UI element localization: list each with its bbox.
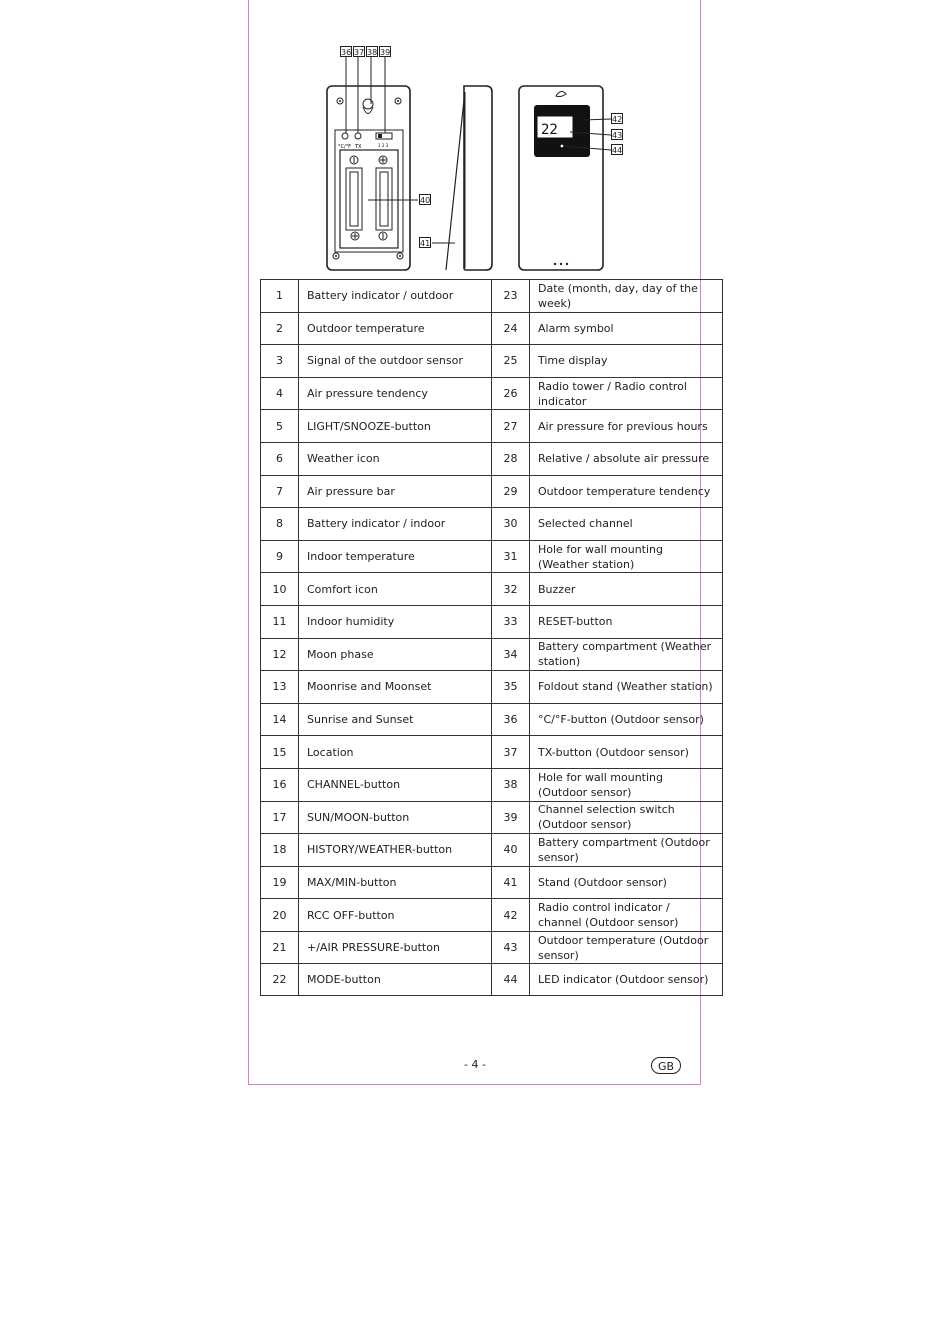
part-number: 13 <box>261 671 299 704</box>
part-description: Signal of the outdoor sensor <box>299 345 492 378</box>
part-number: 33 <box>492 605 530 638</box>
part-description: Battery indicator / indoor <box>299 508 492 541</box>
table-row <box>261 931 723 964</box>
part-description: Moon phase <box>299 638 492 671</box>
celsius-fahrenheit-label: °C/°F <box>338 144 352 150</box>
part-description: Air pressure for previous hours <box>530 410 723 443</box>
part-number: 9 <box>261 540 299 573</box>
part-description: Radio control indicator / channel (Outdoor sensor) <box>530 899 723 932</box>
tx-label: TX <box>355 144 362 150</box>
part-number: 40 <box>492 834 530 867</box>
part-number: 27 <box>492 410 530 443</box>
part-description: Relative / absolute air pressure <box>530 442 723 475</box>
display-temperature-reading: 22 <box>541 122 558 138</box>
part-number: 11 <box>261 605 299 638</box>
part-number: 42 <box>492 899 530 932</box>
part-description: Moonrise and Moonset <box>299 671 492 704</box>
part-number: 25 <box>492 345 530 378</box>
part-description: Time display <box>530 345 723 378</box>
part-number: 44 <box>492 964 530 996</box>
table-row <box>261 899 723 932</box>
parts-list-body <box>261 280 723 996</box>
part-description: Outdoor temperature <box>299 312 492 345</box>
part-description: SUN/MOON-button <box>299 801 492 834</box>
callout-40: 40 <box>420 196 431 205</box>
part-number: 19 <box>261 866 299 899</box>
part-number: 31 <box>492 540 530 573</box>
part-number: 23 <box>492 280 530 313</box>
part-description: LED indicator (Outdoor sensor) <box>530 964 723 996</box>
part-description: MAX/MIN-button <box>299 866 492 899</box>
part-description: Sunrise and Sunset <box>299 703 492 736</box>
parts-list-table <box>260 279 723 996</box>
table-row <box>261 736 723 769</box>
callout-38: 38 <box>367 48 378 57</box>
table-row <box>261 410 723 443</box>
table-row <box>261 280 723 313</box>
part-description: Location <box>299 736 492 769</box>
part-number: 36 <box>492 703 530 736</box>
callout-36: 36 <box>341 48 352 57</box>
part-description: CHANNEL-button <box>299 768 492 801</box>
part-description: Battery indicator / outdoor <box>299 280 492 313</box>
part-number: 10 <box>261 573 299 606</box>
part-description: Indoor temperature <box>299 540 492 573</box>
callout-39: 39 <box>380 48 391 57</box>
part-description: Air pressure tendency <box>299 377 492 410</box>
page-number: - 4 - <box>464 1058 486 1071</box>
part-number: 30 <box>492 508 530 541</box>
language-badge: GB <box>651 1057 681 1074</box>
table-row <box>261 605 723 638</box>
part-number: 4 <box>261 377 299 410</box>
table-row <box>261 475 723 508</box>
part-number: 28 <box>492 442 530 475</box>
part-number: 24 <box>492 312 530 345</box>
part-number: 38 <box>492 768 530 801</box>
part-description: Indoor humidity <box>299 605 492 638</box>
part-description: Hole for wall mounting (Outdoor sensor) <box>530 768 723 801</box>
part-number: 8 <box>261 508 299 541</box>
table-row <box>261 964 723 996</box>
part-number: 29 <box>492 475 530 508</box>
part-number: 41 <box>492 866 530 899</box>
part-number: 22 <box>261 964 299 996</box>
table-row <box>261 573 723 606</box>
part-description: RESET-button <box>530 605 723 638</box>
part-description: Outdoor temperature (Outdoor sensor) <box>530 931 723 964</box>
part-description: Selected channel <box>530 508 723 541</box>
part-description: +/AIR PRESSURE-button <box>299 931 492 964</box>
part-number: 35 <box>492 671 530 704</box>
callout-42: 42 <box>612 115 623 124</box>
part-description: HISTORY/WEATHER-button <box>299 834 492 867</box>
callout-44: 44 <box>612 146 623 155</box>
part-number: 5 <box>261 410 299 443</box>
part-number: 16 <box>261 768 299 801</box>
part-description: TX-button (Outdoor sensor) <box>530 736 723 769</box>
table-row <box>261 312 723 345</box>
table-row <box>261 377 723 410</box>
part-description: Battery compartment (Outdoor sensor) <box>530 834 723 867</box>
channel-switch-label: 1 2 3 <box>378 143 389 148</box>
part-description: Stand (Outdoor sensor) <box>530 866 723 899</box>
part-number: 39 <box>492 801 530 834</box>
part-number: 7 <box>261 475 299 508</box>
part-number: 37 <box>492 736 530 769</box>
part-number: 18 <box>261 834 299 867</box>
part-description: Battery compartment (Weather station) <box>530 638 723 671</box>
part-number: 3 <box>261 345 299 378</box>
table-row <box>261 703 723 736</box>
part-number: 17 <box>261 801 299 834</box>
part-description: MODE-button <box>299 964 492 996</box>
table-row <box>261 638 723 671</box>
table-row <box>261 834 723 867</box>
part-number: 1 <box>261 280 299 313</box>
callout-37: 37 <box>354 48 365 57</box>
callout-41: 41 <box>420 239 431 248</box>
part-number: 20 <box>261 899 299 932</box>
outdoor-sensor-drawing <box>320 40 640 275</box>
part-description: Outdoor temperature tendency <box>530 475 723 508</box>
part-description: Hole for wall mounting (Weather station) <box>530 540 723 573</box>
part-number: 21 <box>261 931 299 964</box>
part-description: Air pressure bar <box>299 475 492 508</box>
part-number: 15 <box>261 736 299 769</box>
part-number: 32 <box>492 573 530 606</box>
part-description: Buzzer <box>530 573 723 606</box>
part-number: 12 <box>261 638 299 671</box>
part-number: 43 <box>492 931 530 964</box>
part-description: Comfort icon <box>299 573 492 606</box>
table-row <box>261 442 723 475</box>
part-description: Alarm symbol <box>530 312 723 345</box>
part-description: Weather icon <box>299 442 492 475</box>
part-description: LIGHT/SNOOZE-button <box>299 410 492 443</box>
part-description: Channel selection switch (Outdoor sensor) <box>530 801 723 834</box>
table-row <box>261 540 723 573</box>
outdoor-sensor-illustration <box>320 40 640 275</box>
part-number: 26 <box>492 377 530 410</box>
part-description: Foldout stand (Weather station) <box>530 671 723 704</box>
table-row <box>261 671 723 704</box>
table-row <box>261 768 723 801</box>
table-row <box>261 345 723 378</box>
callout-43: 43 <box>612 131 623 140</box>
part-description: Date (month, day, day of the week) <box>530 280 723 313</box>
part-description: Radio tower / Radio control indicator <box>530 377 723 410</box>
table-row <box>261 801 723 834</box>
table-row <box>261 866 723 899</box>
part-description: RCC OFF-button <box>299 899 492 932</box>
part-number: 2 <box>261 312 299 345</box>
table-row <box>261 508 723 541</box>
part-number: 34 <box>492 638 530 671</box>
part-description: °C/°F-button (Outdoor sensor) <box>530 703 723 736</box>
part-number: 6 <box>261 442 299 475</box>
part-number: 14 <box>261 703 299 736</box>
